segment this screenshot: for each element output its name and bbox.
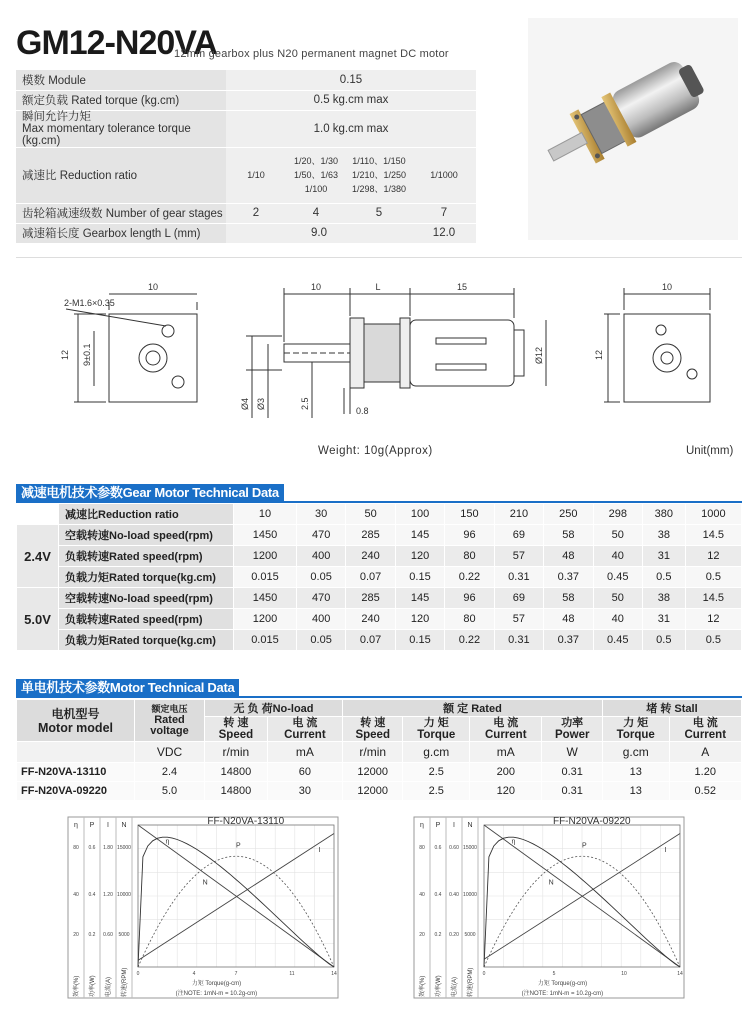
subheader-cn: 功率 [561,717,584,729]
tick-label: 0.2 [434,931,442,938]
module-label: 模数 Module [16,70,226,90]
page-title: GM12-N20VA [16,24,217,62]
axis-head: η [74,822,78,829]
rated-header: 额 定 Rated [343,700,603,717]
data-cell: 0.31 [494,630,543,651]
tick-label: 0.40 [449,892,459,898]
curve-label: P [582,842,587,850]
data-cell: 14.5 [685,588,741,609]
reduction-group-3 [346,147,412,203]
reduction-value: 1/100 [304,184,328,194]
table-row [17,782,742,801]
ratio-cell: 100 [395,504,444,525]
unit-cell: mA [470,742,542,763]
table-row [17,630,742,651]
data-cell: 57 [494,609,543,630]
subheader-en: Speed [218,729,254,741]
chart-svg [412,815,686,1000]
dim-d4: Ø4 [240,397,250,410]
axis-name: 效率(%) [74,975,80,997]
dim-height-12: 12 [60,349,70,360]
x-tick-label: 0 [482,971,486,977]
data-cell: 80 [445,546,494,567]
motor-data-table [16,699,742,801]
reduction-group-1 [226,147,286,203]
data-cell: 0.22 [445,567,494,588]
data-cell: 69 [494,525,543,546]
dim-10: 10 [310,282,322,292]
axis-head: N [121,822,127,829]
dim-thread: 2-M1.6×0.35 [64,298,115,308]
subheader-cn: 电 流 [493,717,519,729]
data-cell: 38 [642,525,685,546]
row-label: 空载转速No-load speed(rpm) [59,588,234,609]
tick-label: 20 [419,931,425,938]
data-cell: 120 [395,609,444,630]
unit-cell: A [669,742,741,763]
motor-model-en: Motor model [38,720,113,735]
axis-head: N [467,822,473,829]
tick-label: 80 [419,845,425,852]
data-cell: 0.37 [544,630,593,651]
subheader-cn: 力 矩 [423,717,449,729]
unit-cell: g.cm [403,742,470,763]
curve-label: η [165,838,170,846]
reduction-group-2 [286,147,346,203]
motor-illustration [528,18,738,240]
ratio-cell: 298 [593,504,642,525]
table-row [17,588,742,609]
stages-label: 齿轮箱减速级数 Number of gear stages [16,203,226,223]
data-cell: 60 [267,763,342,782]
rated-torque-value: 0.5 kg.cm max [226,90,476,110]
ratio-cell: 30 [296,504,345,525]
length-label: 减速箱长度 Gearbox length L (mm) [16,223,226,243]
momentary-torque-label-en: Max momentary tolerance torque (kg.cm) [22,122,191,147]
x-axis-label: 力矩 Torque(g-cm) [191,981,242,987]
data-cell: 96 [445,588,494,609]
tick-label: 5000 [464,931,476,938]
table-row [17,567,742,588]
data-cell: 13 [602,782,669,801]
ratio-cell: 10 [234,504,297,525]
subheader-en: Current [485,729,527,741]
unit-cell: W [542,742,602,763]
voltage-label: 5.0V [17,588,59,651]
data-cell: 0.45 [593,630,642,651]
x-tick-label: 11 [289,971,295,977]
length-value: 12.0 [412,223,476,243]
subheader-en: Current [284,729,326,741]
tick-label: 5000 [118,931,130,938]
curve-label: P [236,842,241,850]
tick-label: 40 [73,892,79,898]
data-cell: 470 [296,588,345,609]
rated-voltage-cn: 额定电压 [151,704,188,714]
data-cell: 240 [346,546,395,567]
data-cell: 0.015 [234,567,297,588]
motor-model-cn: 电机型号 [51,706,100,721]
axis-name: 功率(W) [436,975,442,997]
data-cell: 12 [685,609,741,630]
subheader-cn: 转 速 [223,717,249,729]
tick-label: 10000 [463,892,477,898]
data-cell: 1450 [234,525,297,546]
dim-2-5: 2.5 [300,397,310,410]
data-cell: 1200 [234,609,297,630]
noload-header: 无 负 荷No-load [205,700,343,717]
spec-table [16,70,476,244]
unit-cell: r/min [205,742,268,763]
data-cell: 13 [602,763,669,782]
blank-cell [17,742,135,763]
data-cell: 31 [642,546,685,567]
dim-10-right: 10 [661,282,673,292]
chart-title: FF-N20VA-09220 [552,816,631,827]
rated-voltage-en: voltage [150,725,189,737]
row-label: 负载力矩Rated torque(kg.cm) [59,630,234,651]
dim-d12: Ø12 [534,346,544,364]
ratio-cell: 210 [494,504,543,525]
data-cell: 12000 [343,763,403,782]
unit-cell: mA [267,742,342,763]
table-row [17,763,742,782]
axis-name: 电流(A) [452,977,458,997]
voltage-label: 2.4V [17,525,59,588]
tick-label: 40 [419,892,425,898]
dim-width-10: 10 [147,282,159,292]
data-cell: 0.15 [395,630,444,651]
weight-text: Weight: 10g(Approx) [318,445,433,457]
axis-name: 效率(%) [420,975,426,997]
units-row [17,742,742,763]
reduction-value: 1/110、1/150 [352,156,406,166]
x-tick-label: 0 [136,971,140,977]
subheader-cell [403,717,470,742]
data-cell: 5.0 [135,782,205,801]
curve-label: I [664,846,667,854]
axis-name: 电流(A) [106,977,112,997]
data-cell: 1.20 [669,763,741,782]
data-cell: 0.07 [346,630,395,651]
data-cell: 240 [346,609,395,630]
data-cell: 2.5 [403,763,470,782]
tick-label: 20 [73,931,79,938]
length-value: 9.0 [226,223,412,243]
data-cell: 400 [296,609,345,630]
chart-title: FF-N20VA-13110 [207,816,285,827]
technical-drawing [16,268,745,468]
unit-cell: r/min [343,742,403,763]
subheader-cell [205,717,268,742]
tick-label: 0.4 [88,892,96,898]
momentary-torque-value: 1.0 kg.cm max [226,110,476,147]
gear-data-table [16,503,742,651]
data-cell: 0.5 [642,630,685,651]
reduction-value: 1/298、1/380 [351,184,407,194]
data-cell: 0.31 [494,567,543,588]
data-cell: 80 [445,609,494,630]
x-axis-label: 力矩 Torque(g-cm) [537,981,588,987]
data-cell: 0.31 [542,763,602,782]
subheader-en: Current [684,729,727,741]
data-cell: 12 [685,546,741,567]
data-cell: 50 [593,588,642,609]
gear-data-banner: 减速电机技术参数Gear Motor Technical Data [16,484,284,501]
unit-text: Unit(mm) [686,445,734,457]
dim-L: L [375,282,381,292]
stall-header: 堵 转 Stall [602,700,741,717]
subheader-en: Power [554,729,590,741]
data-cell: 200 [470,763,542,782]
subheader-en: Torque [417,729,456,741]
data-cell: 69 [494,588,543,609]
stages-value: 2 [226,203,286,223]
data-cell: 0.05 [296,567,345,588]
data-cell: 285 [346,525,395,546]
data-cell: 145 [395,525,444,546]
motor-model-cell: FF-N20VA-13110 [17,763,135,782]
reduction-value: 1/10 [247,170,265,180]
reduction-value: 1/1000 [430,170,458,180]
data-cell: 14800 [205,782,268,801]
motor-data-banner: 单电机技术参数Motor Technical Data [16,679,239,696]
chart-note: (注NOTE: 1mN-m = 10.2g-cm) [521,991,604,997]
data-cell: 14.5 [685,525,741,546]
x-tick-label: 10 [621,971,627,977]
rated-torque-label: 额定负载 Rated torque (kg.cm) [16,90,226,110]
axis-name: 转速(RPM) [468,967,474,997]
tick-label: 0.20 [449,931,459,938]
row-label: 空载转速No-load speed(rpm) [59,525,234,546]
axis-head: I [453,822,455,829]
tick-label: 0.6 [88,845,96,852]
data-cell: 2.4 [135,763,205,782]
reduction-label: 减速比 Reduction ratio [16,147,226,203]
data-cell: 0.31 [542,782,602,801]
curve-label: N [548,879,554,887]
reduction-value: 1/210、1/250 [351,170,407,180]
data-cell: 12000 [343,782,403,801]
tick-label: 0.6 [434,845,442,852]
dimension-drawing [16,268,745,448]
axis-name: 转速(RPM) [122,967,128,997]
subheader-cell [267,717,342,742]
axis-head: P [435,822,441,829]
subheader-cell [343,717,403,742]
ratio-cell: 150 [445,504,494,525]
data-cell: 285 [346,588,395,609]
ratio-cell: 380 [642,504,685,525]
product-photo [528,18,738,240]
x-tick-label: 14 [677,971,683,977]
data-cell: 470 [296,525,345,546]
tick-label: 15000 [117,845,131,852]
tick-label: 0.60 [449,845,459,852]
stages-value: 7 [412,203,476,223]
banner-rule [16,696,742,698]
data-cell: 0.37 [544,567,593,588]
ratio-label: 减速比Reduction ratio [59,504,234,525]
chart-svg [66,815,340,1000]
unit-cell: VDC [135,742,205,763]
stages-value: 5 [346,203,412,223]
row-label: 负载转速Rated speed(rpm) [59,609,234,630]
table-row [17,609,742,630]
data-cell: 50 [593,525,642,546]
dim-0-8: 0.8 [356,406,369,416]
rated-voltage-en: Rated [154,714,185,726]
data-cell: 96 [445,525,494,546]
ratio-cell: 50 [346,504,395,525]
axis-name: 功率(W) [90,975,96,997]
tick-label: 15000 [463,845,477,852]
reduction-value: 1/50、1/63 [293,170,339,180]
data-cell: 2.5 [403,782,470,801]
tick-label: 0.2 [88,931,96,938]
curve-label: I [318,846,321,854]
data-cell: 0.5 [685,567,741,588]
rated-voltage-header [135,700,205,742]
data-cell: 145 [395,588,444,609]
data-cell: 40 [593,546,642,567]
data-cell: 1450 [234,588,297,609]
tick-label: 80 [73,845,79,852]
tick-label: 0.4 [434,892,442,898]
data-cell: 1200 [234,546,297,567]
data-cell: 0.015 [234,630,297,651]
divider [16,257,742,258]
x-tick-label: 5 [552,971,556,977]
x-tick-label: 7 [234,971,238,977]
x-tick-label: 4 [192,971,196,977]
page-subtitle: 12mm gearbox plus N20 permanent magnet DC motor [174,48,449,60]
motor-model-cell: FF-N20VA-09220 [17,782,135,801]
dim-15: 15 [456,282,468,292]
row-label: 负载转速Rated speed(rpm) [59,546,234,567]
tick-label: 10000 [117,892,131,898]
dim-d3: Ø3 [256,397,266,410]
data-cell: 48 [544,609,593,630]
performance-chart-1 [66,815,340,1000]
reduction-group-4 [412,147,476,203]
stages-value: 4 [286,203,346,223]
momentary-torque-label-cn: 瞬间允许力矩 [22,110,91,123]
blank-cell [17,504,59,525]
axis-head: I [107,822,109,829]
table-row [17,525,742,546]
data-cell: 14800 [205,763,268,782]
data-cell: 0.5 [642,567,685,588]
curve-label: η [511,838,516,846]
dim-12-right: 12 [594,349,604,360]
data-cell: 0.22 [445,630,494,651]
axis-head: η [420,822,424,829]
data-cell: 48 [544,546,593,567]
ratio-cell: 250 [544,504,593,525]
ratio-cell: 1000 [685,504,741,525]
table-row [17,546,742,567]
subheader-en: Torque [616,729,655,741]
data-cell: 0.45 [593,567,642,588]
subheader-cn: 电 流 [692,717,718,729]
subheader-cell [470,717,542,742]
subheader-cell [542,717,602,742]
data-cell: 0.05 [296,630,345,651]
subheader-cn: 电 流 [292,717,318,729]
subheader-cell [669,717,741,742]
data-cell: 58 [544,525,593,546]
performance-chart-2 [412,815,686,1000]
data-cell: 120 [470,782,542,801]
subheader-cn: 转 速 [360,717,386,729]
dim-height-9: 9±0.1 [82,343,92,366]
tick-label: 1.80 [103,845,113,852]
momentary-torque-label [16,110,226,147]
data-cell: 0.15 [395,567,444,588]
data-cell: 38 [642,588,685,609]
motor-model-header [17,700,135,742]
data-cell: 58 [544,588,593,609]
data-cell: 0.07 [346,567,395,588]
data-cell: 30 [267,782,342,801]
curve-label: N [202,879,208,887]
data-cell: 0.52 [669,782,741,801]
chart-note: (注NOTE: 1mN-m = 10.2g-cm) [175,991,258,997]
row-label: 负载力矩Rated torque(kg.cm) [59,567,234,588]
module-value: 0.15 [226,70,476,90]
unit-cell: g.cm [602,742,669,763]
data-cell: 0.5 [685,630,741,651]
data-cell: 120 [395,546,444,567]
data-cell: 40 [593,609,642,630]
axis-head: P [89,822,95,829]
tick-label: 0.60 [103,931,113,938]
data-cell: 57 [494,546,543,567]
subheader-en: Speed [355,729,390,741]
subheader-cell [602,717,669,742]
data-cell: 400 [296,546,345,567]
tick-label: 1.20 [103,892,113,898]
data-cell: 31 [642,609,685,630]
x-tick-label: 14 [331,971,337,977]
reduction-value: 1/20、1/30 [293,156,339,166]
subheader-cn: 力 矩 [623,717,649,729]
